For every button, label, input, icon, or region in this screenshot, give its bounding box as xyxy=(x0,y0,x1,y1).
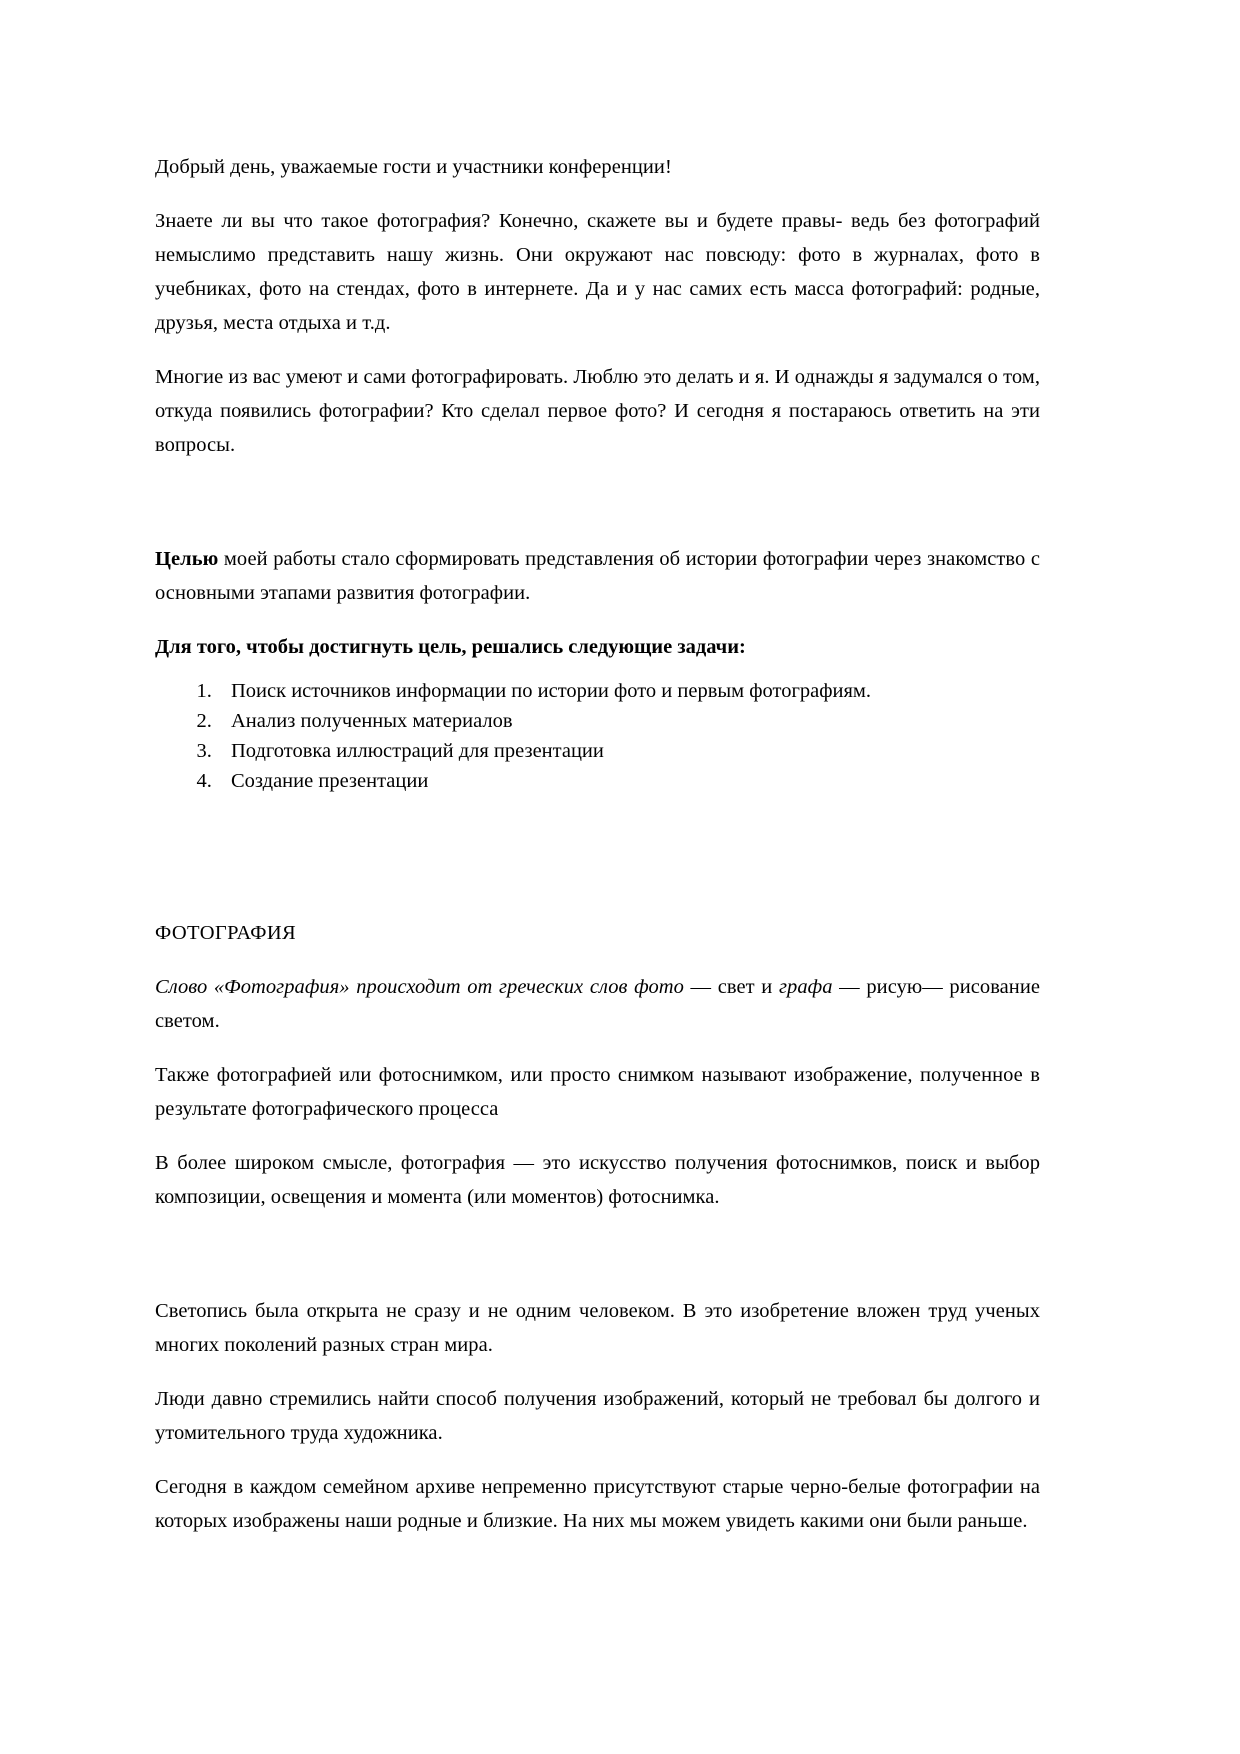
spacer-before-goal xyxy=(155,482,1040,542)
list-item: 4. Создание презентации xyxy=(217,766,1040,796)
list-item: 1. Поиск источников информации по истории фото и первым фотографиям. xyxy=(217,676,1040,706)
spacer-before-lightwriting xyxy=(155,1234,1040,1294)
list-item: 2. Анализ полученных материалов xyxy=(217,706,1040,736)
paragraph-etymology xyxy=(155,970,1040,1038)
document-body xyxy=(155,150,1040,1558)
goal-text: моей работы стало сформировать представления об истории фотографии через знакомство с основными этапами развития фотографии. xyxy=(155,548,1040,604)
tasks-list xyxy=(155,676,1040,796)
paragraph-people-long: Люди давно стремились найти способ получения изображений, который не требовал бы долгого и утомительного труда художника. xyxy=(155,1388,1040,1444)
etymology-italic-part-1: Слово «Фотография» происходит от греческих слов фото xyxy=(155,976,684,998)
page-title: ФОТОГРАФИЯ xyxy=(155,922,297,944)
goal-lead-in: Целью xyxy=(155,548,219,570)
paragraph-many-of-you: Многие из вас умеют и сами фотографировать. Люблю это делать и я. И однажды я задумался о том, откуда появились фотографии? Кто сделал первое фото? И сегодня я постараюсь ответить на эти вопросы. xyxy=(155,366,1040,456)
tasks-heading: Для того, чтобы достигнуть цель, решались следующие задачи: xyxy=(155,636,746,658)
etymology-italic-part-2: графа xyxy=(778,976,833,998)
etymology-plain-part-1: — свет и xyxy=(683,976,779,998)
etymology-plain-part-2: — рисую— рисование светом. xyxy=(155,976,1040,1032)
spacer-before-section xyxy=(155,796,1040,870)
paragraph-lightwriting: Светопись была открыта не сразу и не одним человеком. В это изобретение вложен труд ученых многих поколений разных стран мира. xyxy=(155,1300,1040,1356)
list-item: 3. Подготовка иллюстраций для презентации xyxy=(217,736,1040,766)
spacer-before-section-2 xyxy=(155,870,1040,916)
paragraph-greeting: Добрый день, уважаемые гости и участники конференции! xyxy=(155,156,672,178)
paragraph-intro: Знаете ли вы что такое фотография? Конечно, скажете вы и будете правы- ведь без фотографий немыслимо представить нашу жизнь. Они окружают нас повсюду: фото в журналах, фото в учебниках, фото на стендах, фото в интернете. Да и у нас самих есть масса фотографий: родные, друзья, места отдыха и т.д. xyxy=(155,210,1040,334)
paragraph-also-photo: Также фотографией или фотоснимком, или просто снимком называют изображение, полученное в результате фотографического процесса xyxy=(155,1064,1040,1120)
paragraph-broader-sense: В более широком смысле, фотография — это искусство получения фотоснимков, поиск и выбор композиции, освещения и момента (или моментов) фотоснимка. xyxy=(155,1152,1040,1208)
paragraph-family-archive: Сегодня в каждом семейном архиве непременно присутствуют старые черно-белые фотографии на которых изображены наши родные и близкие. На них мы можем увидеть какими они были раньше. xyxy=(155,1476,1040,1532)
paragraph-goal xyxy=(155,542,1040,610)
